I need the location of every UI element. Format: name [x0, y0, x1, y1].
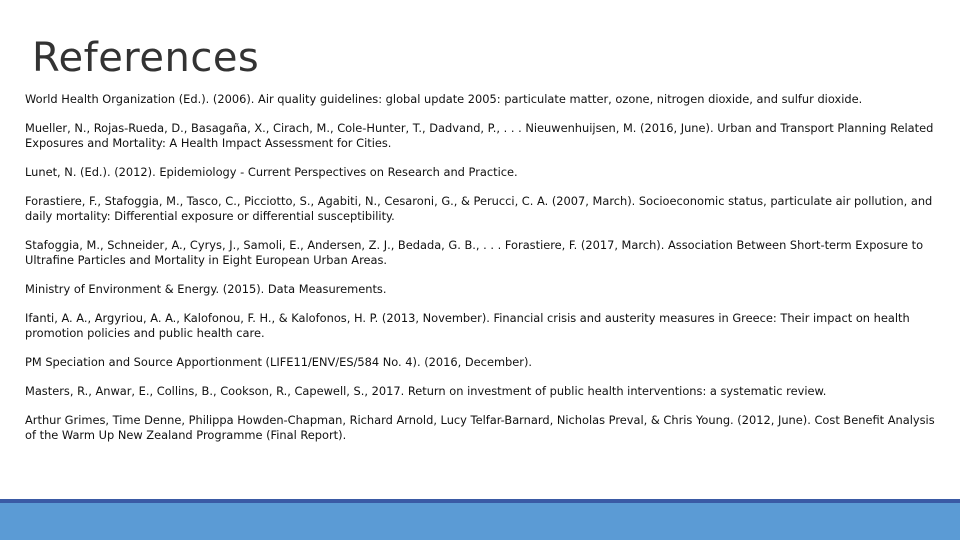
- reference-list: [25, 92, 937, 457]
- footer-band: [0, 503, 960, 540]
- reference-item: PM Speciation and Source Apportionment (LIFE11/ENV/ES/584 No. 4). (2016, December).: [25, 355, 533, 369]
- reference-item: Stafoggia, M., Schneider, A., Cyrys, J., Samoli, E., Andersen, Z. J., Bedada, G. B., . . . Forastiere, F. (2017, March). Association Between Short-term Exposure to Ultrafine Particles and Mortality in Eight European Urban Areas.: [25, 238, 924, 267]
- reference-item: World Health Organization (Ed.). (2006). Air quality guidelines: global update 2005: particulate matter, ozone, nitrogen dioxide, and sulfur dioxide.: [25, 92, 863, 106]
- reference-item: Lunet, N. (Ed.). (2012). Epidemiology - Current Perspectives on Research and Practice.: [25, 165, 518, 179]
- reference-item: Forastiere, F., Stafoggia, M., Tasco, C., Picciotto, S., Agabiti, N., Cesaroni, G., & Perucci, C. A. (2007, March). Socioeconomic status, particulate air pollution, and daily mortality: Differential exposure or differential susceptibility.: [25, 194, 933, 223]
- reference-item: Masters, R., Anwar, E., Collins, B., Cookson, R., Capewell, S., 2017. Return on investment of public health interventions: a systematic review.: [25, 384, 827, 398]
- slide-title: References: [32, 35, 260, 81]
- reference-item: Ministry of Environment & Energy. (2015). Data Measurements.: [25, 282, 387, 296]
- reference-item: Ifanti, A. A., Argyriou, A. A., Kalofonou, F. H., & Kalofonos, H. P. (2013, November). Financial crisis and austerity measures in Greece: Their impact on health promotion policies and public health care.: [25, 311, 910, 340]
- reference-item: Arthur Grimes, Time Denne, Philippa Howden-Chapman, Richard Arnold, Lucy Telfar-Barnard, Nicholas Preval, & Chris Young. (2012, June). Cost Benefit Analysis of the Warm Up New Zealand Programme (Final Report).: [25, 413, 935, 442]
- reference-item: Mueller, N., Rojas-Rueda, D., Basagaña, X., Cirach, M., Cole-Hunter, T., Dadvand, P., . . . Nieuwenhuijsen, M. (2016, June). Urban and Transport Planning Related Exposures and Mortality: A Health Impact Assessment for Cities.: [25, 121, 934, 150]
